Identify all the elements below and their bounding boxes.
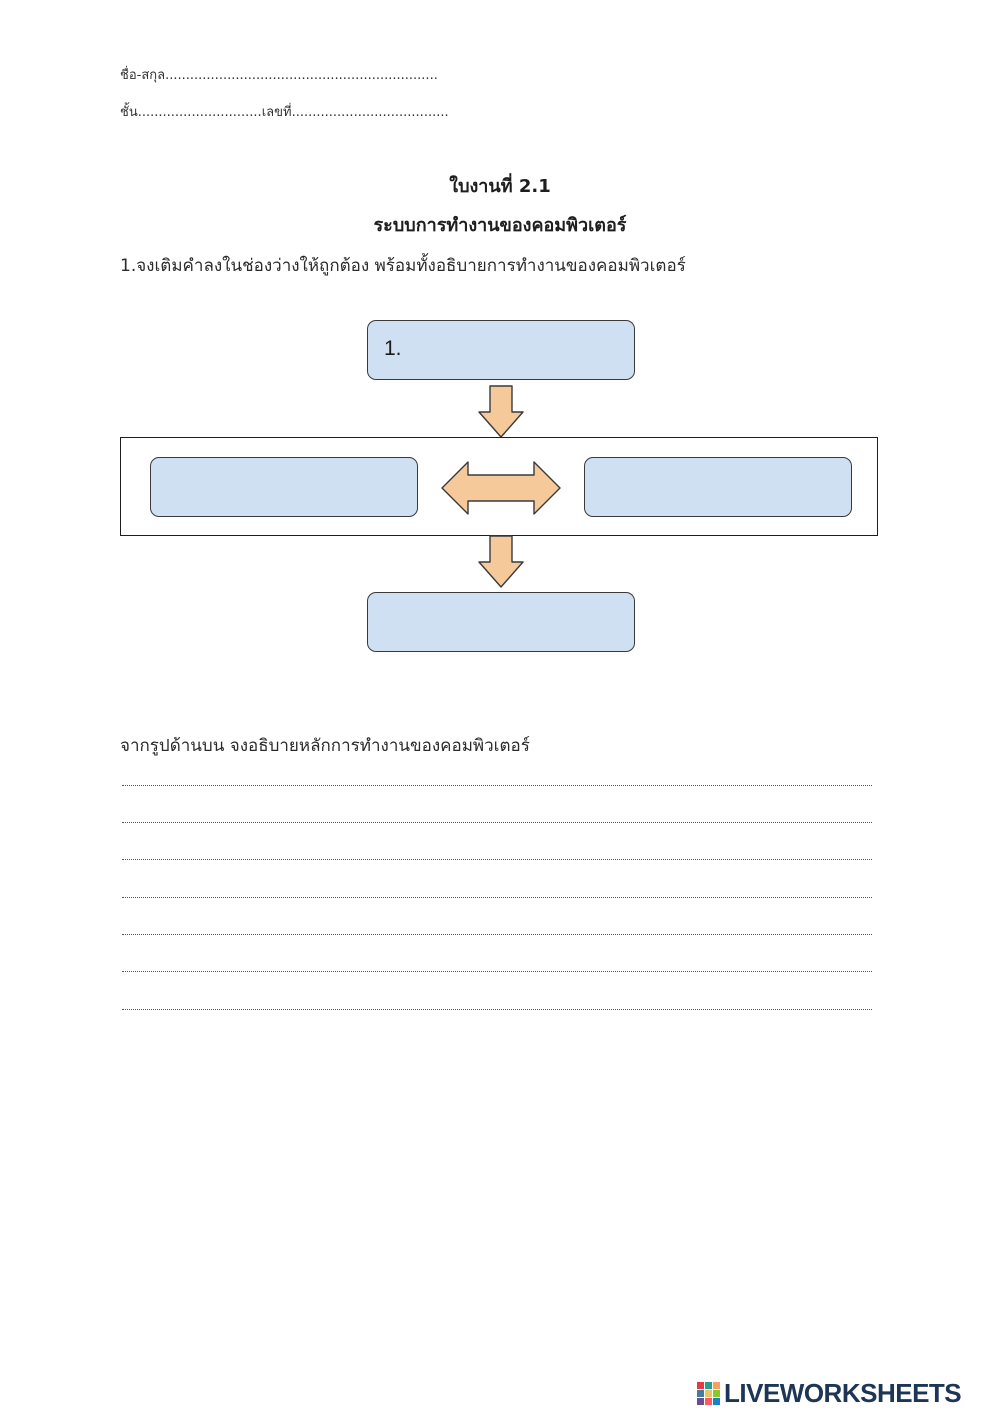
worksheet-subtitle: ระบบการทำงานของคอมพิวเตอร์ (373, 215, 627, 236)
name-dots: .................................................................. (165, 68, 438, 83)
answer-line[interactable] (122, 859, 872, 860)
liveworksheets-logo-text: LIVEWORKSHEETS (724, 1378, 962, 1408)
number-label: เลขที่ (261, 105, 292, 120)
computer-system-diagram (0, 0, 1000, 700)
class-label: ชั้น (120, 105, 138, 120)
question-prompt: จากรูปด้านบน จงอธิบายหลักการทำงานของคอมพิวเตอร์ (120, 736, 530, 756)
double-arrow-icon (440, 460, 562, 516)
class-dots: .............................. (137, 105, 262, 120)
liveworksheets-logo (697, 1378, 961, 1409)
number-dots: ...................................... (291, 105, 449, 120)
processing-box-right[interactable] (584, 457, 852, 517)
liveworksheets-logo-icon (697, 1382, 721, 1406)
answer-line[interactable] (122, 785, 872, 786)
worksheet-title: ใบงานที่ 2.1 (449, 176, 551, 197)
name-label: ชื่อ-สกุล (120, 68, 166, 83)
answer-line[interactable] (122, 1009, 872, 1010)
answer-line[interactable] (122, 897, 872, 898)
answer-line[interactable] (122, 934, 872, 935)
answer-line[interactable] (122, 822, 872, 823)
input-box-text: 1. (384, 337, 402, 360)
answer-line[interactable] (122, 971, 872, 972)
down-arrow-icon (477, 535, 525, 589)
instruction-text: 1.จงเติมคำลงในช่องว่างให้ถูกต้อง พร้อมทั้งอธิบายการทำงานของคอมพิวเตอร์ (120, 256, 686, 276)
processing-box-left[interactable] (150, 457, 418, 517)
down-arrow-icon (477, 385, 525, 439)
input-box[interactable] (367, 320, 635, 380)
output-box[interactable] (367, 592, 635, 652)
